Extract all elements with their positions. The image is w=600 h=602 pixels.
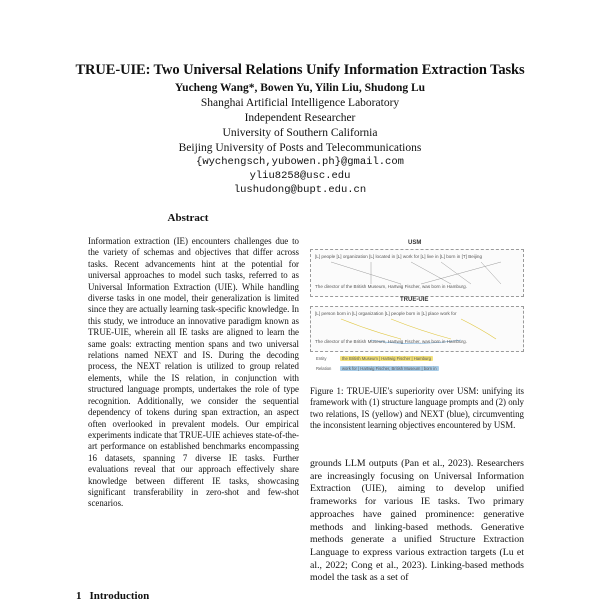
legend-entity-key: Entity [316, 356, 327, 361]
abstract-heading: Abstract [167, 212, 209, 224]
legend-entity-value: the British Museum | Hartwig Fischer | Hamburg [342, 356, 431, 361]
email: yliu8258@usc.edu [249, 170, 351, 182]
usm-links-diagram [311, 250, 523, 296]
section-number: 1 [76, 590, 82, 602]
true-uie-panel [310, 306, 524, 352]
legend-entity [316, 356, 433, 361]
affiliation: Independent Researcher [244, 112, 356, 124]
author-list: Yucheng Wang*, Bowen Yu, Yilin Liu, Shudong Lu [174, 82, 426, 94]
abstract-text: Information extraction (IE) encounters challenges due to the variety of schemas and objectives that differ across tasks. Recent advancements hint at the potential for universal approaches to model such tasks, referred to as Universal Information Extraction (UIE). While handling diverse tasks in one model, their generalization is limited since they are actually learning task-specific knowledge. In this study, we introduce an innovative paradigm known as TRUE-UIE, wherein all IE tasks are aligned to learn the same goals: extracting mention spans and two universal relations named NEXT and IS. During the decoding process, the NEXT relation is utilized to group related elements, while the IS relation, in conjunction with structured language prompts, undertakes the role of type recognition. Additionally, we consider the sequential dependency of tokens during span extraction, an aspect often overlooked in prevalent models. Our empirical experiments indicate that TRUE-UIE achieves state-of-the-art performance on established benchmarks encompassing 16 datasets, spanning 7 diverse IE tasks. Further evaluations reveal that our approach effectively share knowledge between different IE tasks, showcasing significant transferability in zero-shot and few-shot scenarios. [88, 236, 299, 509]
email: {wychengsch,yubowen.ph}@gmail.com [196, 156, 404, 168]
usm-panel [310, 249, 524, 297]
paper-title: TRUE-UIE: Two Universal Relations Unify Information Extraction Tasks [75, 62, 525, 78]
figure-1 [310, 240, 524, 380]
affiliation: University of Southern California [222, 127, 378, 139]
affiliation: Shanghai Artificial Intelligence Laboratory [200, 97, 400, 109]
legend-relation [316, 366, 439, 371]
true-uie-label: TRUE-UIE [400, 297, 429, 303]
true-uie-prompt: [L] person born in [L] organization [L] people born in [L] place work for [315, 311, 457, 316]
usm-label: USM [408, 240, 422, 246]
legend-relation-key: Relation [316, 366, 332, 371]
legend-relation-value: work for | Hartwig Fischer, British Museum | born in [342, 366, 437, 371]
affiliation: Beijing University of Posts and Telecommunications [178, 142, 422, 154]
email: lushudong@bupt.edu.cn [233, 184, 367, 196]
body-text-column-2: grounds LLM outputs (Pan et al., 2023). Researchers are increasingly focusing on Universal Information Extraction (UIE), aiming to develop unified frameworks for various IE tasks. Two primary approaches have gained prominence: generative methods and linking-based methods. Generative methods generate a unified Structure Extraction Language to express various extraction targets (Lu et al., 2022; Cong et al., 2023). Linking-based methods model the task as a set of [310, 458, 524, 584]
true-uie-sentence: The director of the British Museum, Hartwig Fischer, was born in Hamburg. [315, 339, 467, 344]
section-heading [76, 590, 157, 602]
usm-sentence: The director of the British Museum, Hartwig Fischer, was born in Hamburg. [315, 284, 467, 289]
usm-prompt: [L] people [L] organization [L] located in [L] work for [L] live in [L] born in [T] Beijing [315, 254, 482, 259]
section-title: Introduction [89, 590, 150, 602]
true-uie-links-diagram [311, 307, 523, 351]
figure-caption: Figure 1: TRUE-UIE's superiority over USM: unifying its framework with (1) structure language prompts and (2) only two relations, IS (yellow) and NEXT (blue), circumventing the inconsistent learning objectives encountered by USM. [310, 386, 524, 431]
